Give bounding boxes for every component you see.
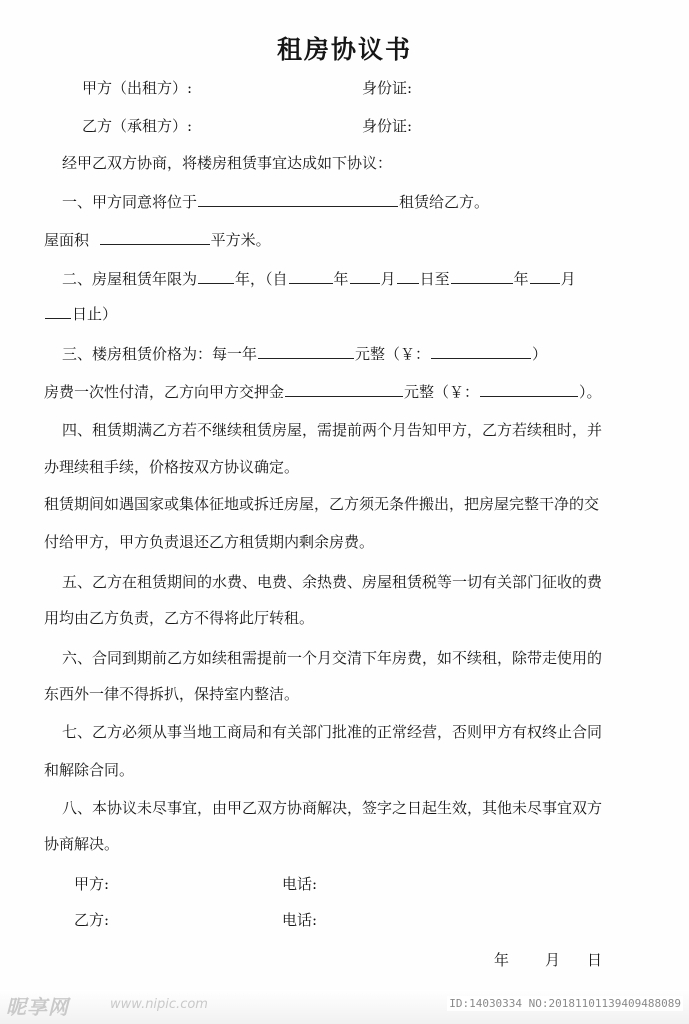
- party-a-label: 甲方（出租方）:: [82, 79, 193, 97]
- clause-7-line-2: 和解除合同。: [44, 761, 135, 779]
- clause-3-text-b: 元整（￥：: [355, 345, 431, 363]
- annual-price-blank: [258, 343, 354, 359]
- clause-3-text-a: 三、楼房租赁价格为：每一年: [62, 345, 258, 363]
- clause-2-end-day: 日止）: [72, 305, 118, 323]
- clause-6-line-2: 东西外一律不得拆扒，保持室内整洁。: [44, 685, 300, 703]
- party-b-id-label: 身份证:: [362, 117, 413, 135]
- clause-2-text-b: 年，（自: [235, 270, 288, 288]
- signature-party-b-label: 乙方:: [74, 911, 110, 929]
- clause-3-text-c: ）: [532, 345, 548, 363]
- clause-3: [62, 343, 547, 364]
- deposit-text-b: 元整（￥：: [404, 383, 480, 401]
- clause-2-day-to: 日至: [419, 270, 450, 288]
- clause-7-line-1: 七、乙方必须从事当地工商局和有关部门批准的正常经营，否则甲方有权终止合同: [62, 723, 603, 741]
- clause-1-text-b: 租赁给乙方。: [399, 193, 490, 211]
- deposit-text-c: ）。: [579, 383, 602, 401]
- date-day-label: 日: [587, 951, 603, 969]
- deposit-numeric-blank: [480, 381, 578, 397]
- clause-1-text-a: 一、甲方同意将位于: [62, 193, 198, 211]
- clause-5-line-2: 用均由乙方负责，乙方不得将此厅转租。: [44, 609, 315, 627]
- watermark-id: ID:14030334 NO:20181101139409488089: [449, 997, 681, 1010]
- signature-party-a-phone-label: 电话:: [282, 875, 318, 893]
- end-year-blank: [451, 268, 513, 284]
- start-year-blank: [289, 268, 333, 284]
- signature-party-a-label: 甲方:: [74, 875, 110, 893]
- document-title: 租房协议书: [276, 35, 412, 64]
- clause-2-continued: [44, 303, 117, 324]
- date-year-label: 年: [494, 951, 510, 969]
- party-b-label: 乙方（承租方）:: [82, 117, 193, 135]
- area-line: [44, 229, 271, 250]
- clause-2-text-a: 二、房屋租赁年限为: [62, 270, 198, 288]
- clause-8-line-2: 协商解决。: [44, 835, 120, 853]
- start-day-blank: [397, 268, 419, 284]
- intro-paragraph: 经甲乙双方协商，将楼房租赁事宜达成如下协议：: [62, 154, 393, 172]
- end-month-blank: [530, 268, 560, 284]
- clause-4-line-4: 付给甲方，甲方负责退还乙方租赁期内剩余房费。: [44, 533, 375, 551]
- watermark-logo: 昵享网: [6, 995, 69, 1019]
- party-a-id-label: 身份证:: [362, 79, 413, 97]
- watermark-url: www.nipic.com: [110, 997, 208, 1012]
- clause-5-line-1: 五、乙方在租赁期间的水费、电费、余热费、房屋租赁税等一切有关部门征收的费: [62, 573, 603, 591]
- start-month-blank: [350, 268, 380, 284]
- area-blank: [100, 229, 210, 245]
- clause-2-year: 年: [333, 270, 349, 288]
- clause-2-end-year: 年: [513, 270, 529, 288]
- clause-4-line-1: 四、租赁期满乙方若不继续租赁房屋，需提前两个月告知甲方，乙方若续租时，并: [62, 421, 603, 439]
- clause-2-month: 月: [380, 270, 396, 288]
- clause-2-end-month: 月: [560, 270, 576, 288]
- clause-2: [62, 268, 576, 289]
- end-day-blank: [45, 303, 71, 319]
- clause-1: [62, 191, 489, 212]
- signature-party-b-phone-label: 电话:: [282, 911, 318, 929]
- area-unit: 平方米。: [210, 231, 271, 249]
- clause-8-line-1: 八、本协议未尽事宜，由甲乙双方协商解决，签字之日起生效，其他未尽事宜双方: [62, 799, 603, 817]
- annual-price-numeric-blank: [431, 343, 531, 359]
- clause-6-line-1: 六、合同到期前乙方如续租需提前一个月交清下年房费，如不续租，除带走使用的: [62, 649, 603, 667]
- area-label: 屋面积: [44, 231, 90, 249]
- location-blank: [198, 191, 398, 207]
- clause-4-line-3: 租赁期间如遇国家或集体征地或拆迁房屋，乙方须无条件搬出，把房屋完整干净的交: [44, 495, 600, 513]
- deposit-text-a: 房费一次性付清，乙方向甲方交押金: [44, 383, 285, 401]
- deposit-line: [44, 381, 602, 402]
- date-month-label: 月: [545, 951, 561, 969]
- clause-4-line-2: 办理续租手续，价格按双方协议确定。: [44, 458, 300, 476]
- deposit-blank: [285, 381, 403, 397]
- years-blank: [198, 268, 234, 284]
